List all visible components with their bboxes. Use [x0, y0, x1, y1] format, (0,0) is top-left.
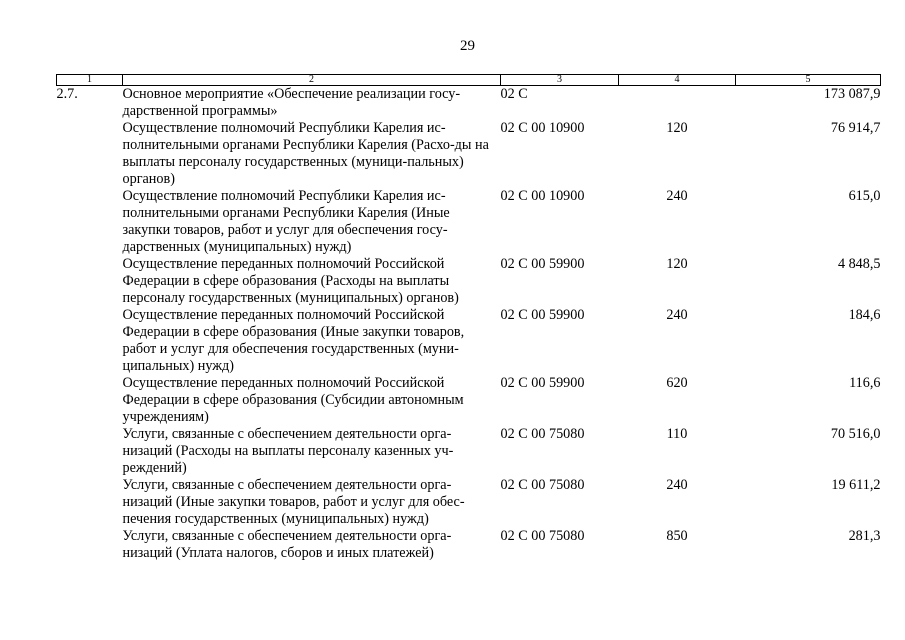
row-amount: 70 516,0 — [830, 426, 881, 442]
row-amount: 4 848,5 — [837, 256, 881, 272]
row-amount: 173 087,9 — [823, 86, 881, 102]
row-target-code: 02 С 00 75080 — [500, 426, 585, 442]
row-target-code: 02 С 00 75080 — [500, 528, 585, 544]
page-number: 29 — [460, 38, 475, 54]
row-number — [57, 256, 123, 307]
row-number — [57, 120, 123, 188]
row-expense-type — [619, 86, 736, 121]
row-number — [57, 188, 123, 256]
row-target-code: 02 С 00 59900 — [500, 256, 585, 272]
row-target-code: 02 С 00 75080 — [500, 477, 585, 493]
row-name: Осуществление полномочий Республики Карелия ис-полнительными органами Республики Карелия (Расхо-ды на выплаты персоналу государственных (муници-пальных) органов) — [122, 120, 489, 187]
table-row — [57, 426, 881, 477]
row-name: Осуществление переданных полномочий Российской Федерации в сфере образования (Иные закупки товаров, работ и услуг для обеспечения государственных (муни-ципальных) нужд) — [122, 307, 465, 374]
table-row — [57, 477, 881, 528]
row-expense-type: 240 — [666, 188, 688, 204]
row-amount: 281,3 — [848, 528, 881, 544]
column-header-4: 4 — [619, 75, 736, 86]
row-target-code: 02 С 00 10900 — [500, 120, 585, 136]
row-amount: 76 914,7 — [830, 120, 881, 136]
row-name: Основное мероприятие «Обеспечение реализации госу-дарственной программы» — [122, 86, 461, 119]
row-number — [57, 528, 123, 562]
column-header-2: 2 — [123, 75, 501, 86]
row-target-code: 02 С 00 59900 — [500, 307, 585, 323]
table-row — [57, 528, 881, 562]
row-expense-type: 240 — [666, 307, 688, 323]
row-expense-type: 850 — [666, 528, 688, 544]
row-target-code: 02 С 00 10900 — [500, 188, 585, 204]
row-name: Услуги, связанные с обеспечением деятельности орга-низаций (Иные закупки товаров, работ и услуг для обес-печения государственных (муниципальных) нужд) — [122, 477, 465, 527]
budget-table — [56, 74, 881, 562]
row-number — [57, 426, 123, 477]
table-row — [57, 375, 881, 426]
row-expense-type: 240 — [666, 477, 688, 493]
column-header-3: 3 — [501, 75, 619, 86]
row-amount: 184,6 — [848, 307, 881, 323]
row-number — [57, 477, 123, 528]
column-number-header-row — [57, 75, 881, 86]
row-name: Услуги, связанные с обеспечением деятельности орга-низаций (Уплата налогов, сборов и иных платежей) — [122, 528, 452, 561]
table-row — [57, 120, 881, 188]
row-expense-type: 120 — [666, 120, 688, 136]
row-expense-type: 110 — [666, 426, 688, 442]
table-row — [57, 188, 881, 256]
row-number — [57, 307, 123, 375]
column-header-5: 5 — [736, 75, 881, 86]
row-amount: 19 611,2 — [831, 477, 881, 493]
row-name: Услуги, связанные с обеспечением деятельности орга-низаций (Расходы на выплаты персоналу казенных уч-реждений) — [122, 426, 454, 476]
row-target-code: 02 С 00 59900 — [500, 375, 585, 391]
row-expense-type: 120 — [666, 256, 688, 272]
row-number — [57, 375, 123, 426]
table-row — [57, 86, 881, 121]
row-number: 2.7. — [56, 86, 78, 102]
row-name: Осуществление переданных полномочий Российской Федерации в сфере образования (Субсидии автономным учреждениям) — [122, 375, 464, 425]
table-row — [57, 256, 881, 307]
table-row — [57, 307, 881, 375]
row-name: Осуществление полномочий Республики Карелия ис-полнительными органами Республики Карелия (Иные закупки товаров, работ и услуг для обеспечения госу-дарственных (муниципальных) нужд) — [122, 188, 450, 255]
row-amount: 116,6 — [849, 375, 881, 391]
column-header-1: 1 — [57, 75, 123, 86]
row-name: Осуществление переданных полномочий Российской Федерации в сфере образования (Расходы на выплаты персоналу государственных (муниципальных) органов) — [122, 256, 459, 306]
row-target-code: 02 С — [500, 86, 528, 102]
row-expense-type: 620 — [666, 375, 688, 391]
row-amount: 615,0 — [848, 188, 881, 204]
